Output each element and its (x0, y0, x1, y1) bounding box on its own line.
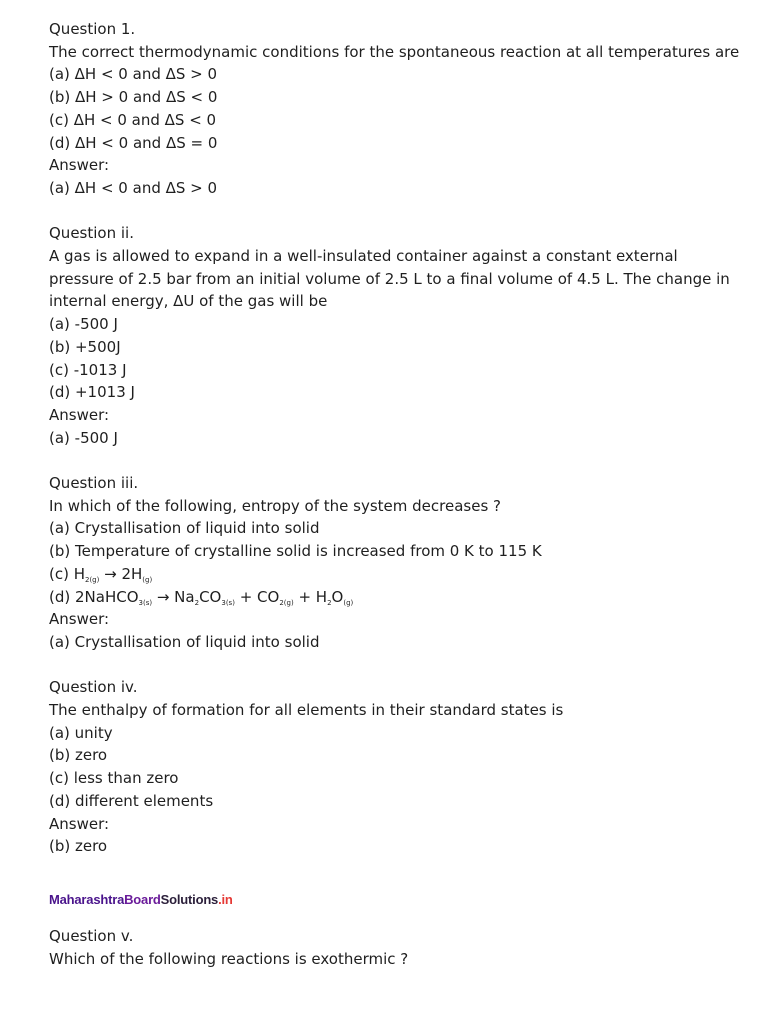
option-d: (d) ΔH < 0 and ΔS = 0 (49, 133, 218, 152)
option-c: (c) -1013 J (49, 360, 127, 379)
option-d: (d) 2NaHCO$_{3(s)}$ → $Na_2CO_{3(s)} + CO_{2(g)} + H_2O_{(g)}$ (49, 587, 354, 607)
question-block (49, 676, 749, 858)
question-text: In which of the following, entropy of the system decreases ? (49, 496, 501, 515)
question-text-line: A gas is allowed to expand in a well-insulated container against a constant external (49, 247, 678, 266)
option-a: (a) Crystallisation of liquid into solid (49, 519, 320, 538)
option-a: (a) -500 J (49, 315, 118, 334)
question-text: The correct thermodynamic conditions for the spontaneous reaction at all temperatures are (49, 42, 740, 61)
option-b: (b) +500J (49, 337, 121, 356)
question-title: Question v. (49, 927, 134, 946)
option-d: (d) different elements (49, 791, 214, 810)
answer-label: Answer: (49, 814, 110, 833)
question-block (49, 18, 749, 200)
question-block (49, 222, 749, 449)
question-title: Question ii. (49, 224, 134, 243)
question-text: The enthalpy of formation for all elements in their standard states is (49, 701, 564, 720)
question-text: Which of the following reactions is exothermic ? (49, 950, 409, 969)
answer-label: Answer: (49, 610, 110, 629)
option-b: (b) Temperature of crystalline solid is increased from 0 K to 115 K (49, 542, 542, 561)
question-block (49, 925, 749, 970)
option-c: (c) $H_{2(g)} \to 2H_{(g)}$ (49, 564, 153, 584)
answer-text: (a) ΔH < 0 and ΔS > 0 (49, 178, 218, 197)
question-text-line: internal energy, ΔU of the gas will be (49, 292, 328, 311)
option-a: (a) unity (49, 723, 113, 742)
option-c: (c) less than zero (49, 769, 179, 788)
option-d: (d) +1013 J (49, 383, 135, 402)
question-title: Question 1. (49, 20, 136, 38)
answer-label: Answer: (49, 156, 110, 175)
option-c: (c) ΔH < 0 and ΔS < 0 (49, 110, 217, 129)
option-b: (b) zero (49, 746, 108, 765)
answer-text: (b) zero (49, 837, 108, 856)
option-b: (b) ΔH > 0 and ΔS < 0 (49, 88, 218, 107)
site-logo: MaharashtraBoardSolutions.in (49, 891, 233, 907)
option-a: (a) ΔH < 0 and ΔS > 0 (49, 65, 218, 84)
question-title: Question iii. (49, 474, 139, 493)
question-title: Question iv. (49, 678, 138, 697)
answer-label: Answer: (49, 405, 110, 424)
answer-text: (a) -500 J (49, 428, 118, 447)
document-page (49, 18, 749, 971)
answer-text: (a) Crystallisation of liquid into solid (49, 632, 320, 651)
question-block (49, 472, 749, 654)
question-text-line: pressure of 2.5 bar from an initial volume of 2.5 L to a final volume of 4.5 L. The change in (49, 269, 730, 288)
